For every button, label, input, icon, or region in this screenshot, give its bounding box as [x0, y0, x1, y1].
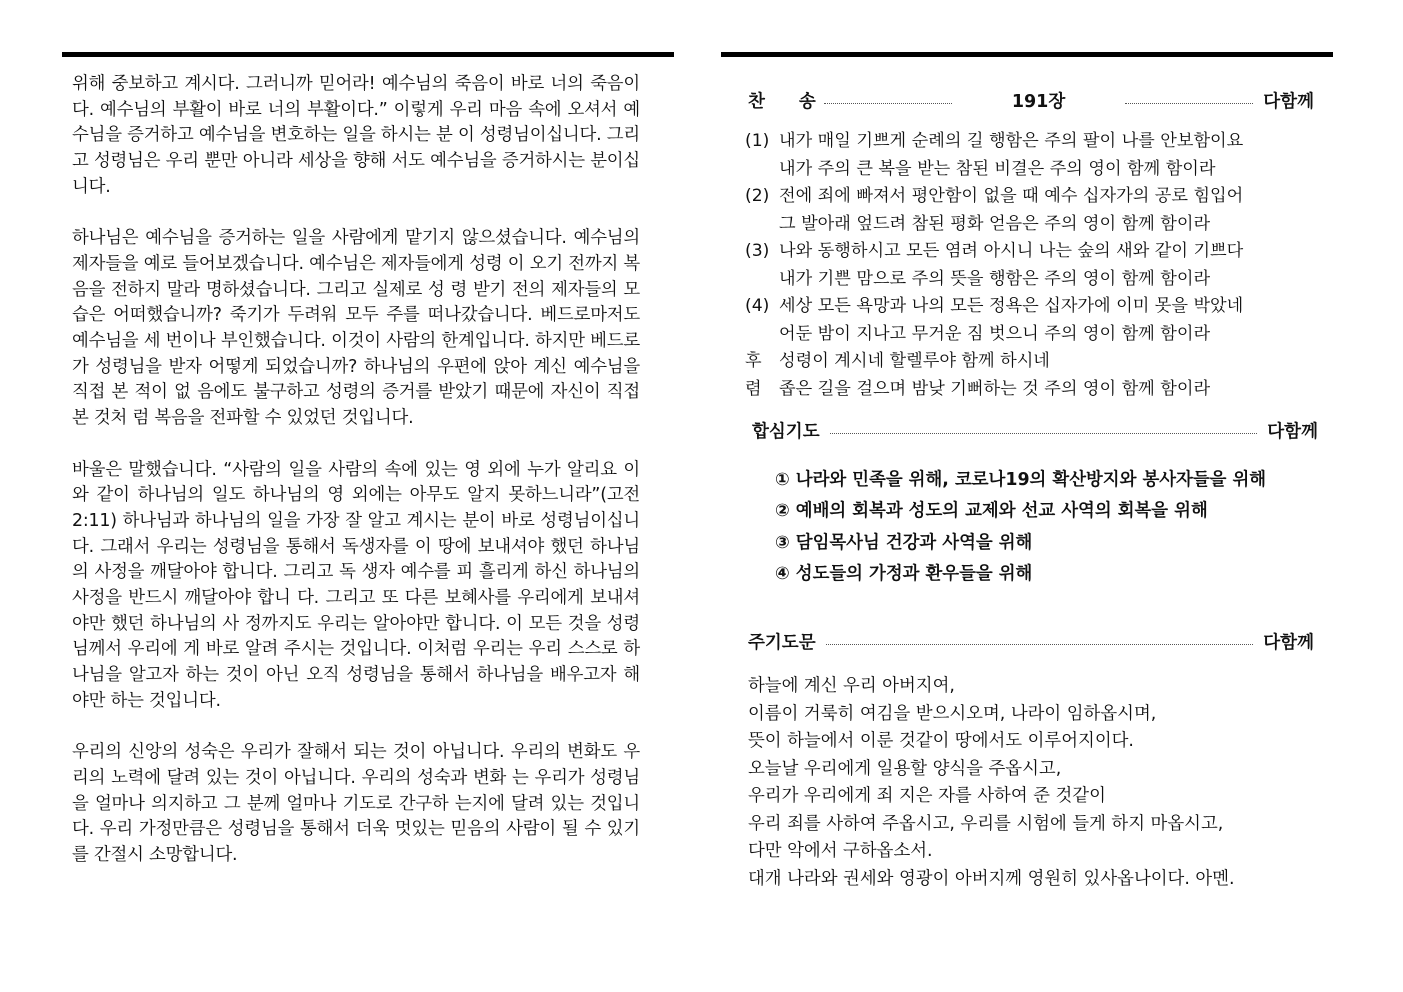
- text-line: 서도 예수님을 증거하시는 분이십니다.: [72, 151, 640, 197]
- text-line: 는 우리가 성령님을 얼마나 의지하고 그 분께 얼마나 기도로 간구하: [72, 767, 641, 814]
- text-line: 죽음이다. 예수님의 부활이 바로 너의 부활이다.” 이렇게 우리 마음: [72, 74, 640, 120]
- top-rule-right: [721, 52, 1333, 57]
- text-line: 이 오기 전까지 복음을 전하지 말라 명하셨습니다. 그리고 실제로 성: [72, 253, 641, 300]
- lords-prayer-header: [748, 629, 1314, 654]
- verse-number: (1): [745, 131, 770, 151]
- verse-line: 어둔 밤이 지나고 무거운 짐 벗으니 주의 영이 함께 함이라: [779, 323, 1211, 344]
- hymn-verse-2: [745, 183, 1320, 238]
- verse-line: 그 발아래 엎드려 참된 평화 얻음은 주의 영이 함께 함이라: [779, 213, 1211, 234]
- prayer-line: 하늘에 계신 우리 아버지여,: [748, 676, 955, 696]
- dotted-leader: [1125, 103, 1253, 104]
- refrain-line: 성령이 계시네 할렐루야 함께 하시네: [779, 351, 1050, 371]
- prayer-item: ② 예배의 회복과 성도의 교제와 선교 사역의 회복을 위해: [775, 501, 1208, 522]
- hymn-verse-4: [745, 293, 1320, 348]
- text-line: 예수님의 제자들을 예로 들어보겠습니다. 예수님은 제자들에게 성령: [72, 228, 641, 274]
- text-line: 변화도 우리의 노력에 달려 있는 것이 아닙니다. 우리의 성숙과 변화: [72, 742, 640, 788]
- prayer-item: ① 나라와 민족을 위해, 코로나19의 확산방지와 봉사자들을 위해: [775, 470, 1267, 490]
- prayer-line: 뜻이 하늘에서 이룬 것같이 땅에서도 이루어지이다.: [748, 731, 1134, 751]
- verse-line: 내가 기쁜 맘으로 주의 뜻을 행함은 주의 영이 함께 함이라: [779, 268, 1211, 289]
- text-line: 는지에 달려 있는 것입니다. 우리 가정만큼은 성령님을 통해서 더욱: [72, 793, 641, 840]
- text-line: 되었습니까? 하나님의 우편에 앉아 계신 예수님을 직접 본 적이 없: [72, 356, 640, 403]
- prayer-line: 이름이 거룩히 여김을 받으시오며, 나라이 임하옵시며,: [748, 703, 1157, 724]
- hymn-header: [748, 88, 1314, 113]
- top-rule-left: [62, 52, 674, 57]
- hymn-refrain: [745, 348, 1320, 403]
- hymn-label-1: 찬: [748, 92, 765, 112]
- text-line: 속에 오셔서 예수님을 증거하고 예수님을 변호하는 일을 하시는 분: [72, 99, 640, 146]
- verse-number: (2): [745, 186, 770, 206]
- verse-line: 전에 죄에 빠져서 평안함이 없을 때 예수 십자가의 공로 힘입어: [779, 186, 1244, 206]
- text-line: 하나님은 예수님을 증거하는 일을 사람에게 맡기지 않으셨습니다.: [72, 228, 567, 249]
- dotted-leader: [824, 103, 952, 104]
- refrain-label: 후: [745, 351, 762, 371]
- text-line: 알고자 하는 것이 아닌 오직 성령님을 통해서 하나님을 배우고자 해: [128, 665, 640, 686]
- text-line: 야만 하는 것입니다.: [72, 690, 221, 711]
- hymn-verses: [745, 128, 1320, 403]
- prayer-who: 다함께: [1267, 422, 1318, 442]
- text-line: 이것이 사람의 한계입니다. 하지만 베드로가 성령님을 받자 어떻게: [72, 331, 640, 377]
- hymn-label-2: 송: [798, 92, 816, 112]
- prayer-item: ③ 담임목사님 건강과 사역을 위해: [775, 532, 1033, 553]
- text-line: 생자 예수를 피 흘리게 하신 하나님의 사정을 반드시 깨달아야 합니: [72, 562, 640, 609]
- dotted-leader: [830, 433, 1258, 434]
- lords-prayer-label: 주기도문: [748, 633, 816, 653]
- text-line: 멋있는 믿음의 사람이 될 수 있기를 간절시 소망합니다.: [72, 819, 641, 866]
- sermon-paragraph-3: [72, 458, 640, 715]
- text-line: 주를 떠나갔습니다. 베드로마저도 예수님을 세 번이나 부인했습니다.: [72, 305, 640, 352]
- lords-prayer-text: [748, 673, 1235, 893]
- prayer-line: 오늘날 우리에게 일용할 양식을 주옵시고,: [748, 758, 1062, 779]
- prayer-header: [752, 418, 1318, 443]
- text-line: 우리의 신앙의 성숙은 우리가 잘해서 되는 것이 아닙니다. 우리의: [72, 742, 561, 763]
- verse-line: 세상 모든 욕망과 나의 모든 정욕은 십자가에 이미 못을 박았네: [779, 296, 1244, 316]
- refrain-line: 좁은 길을 걸으며 밤낮 기뻐하는 것 주의 영이 함께 함이라: [779, 378, 1211, 399]
- prayer-label: 합심기도: [752, 422, 820, 442]
- text-line: 이 성령님이십니다. 그리고 성령님은 우리 뿐만 아니라 세상을 향해: [72, 125, 640, 172]
- text-line: 게 바로 알려 주시는 것입니다. 이처럼 우리는 우리 스스로 하나님을: [72, 639, 641, 686]
- hymn-verse-1: [745, 128, 1320, 183]
- verse-line: 내가 매일 기쁘게 순례의 길 행함은 주의 팔이 나를 안보함이요: [779, 131, 1244, 151]
- text-line: 음에도 불구하고 성령의 증거를 받았기 때문에 자신이 직접 본 것처: [72, 382, 640, 429]
- verse-number: (3): [745, 241, 770, 261]
- text-line: 령 받기 전의 제자들의 모습은 어떠했습니까? 죽기가 두려워 모두: [72, 279, 640, 326]
- text-line: 분이 바로 성령님이십니다. 그래서 우리는 성령님을 통해서 독생자를: [72, 510, 640, 557]
- text-line: 럼 복음을 전파할 수 있었던 것입니다.: [132, 408, 414, 429]
- prayer-item: ④ 성도들의 가정과 환우들을 위해: [775, 563, 1033, 584]
- text-line: 위해 중보하고 계시다. 그러니까 믿어라! 예수님의 죽음이 바로 너의: [72, 74, 584, 94]
- text-line: 이 땅에 보내셔야 했던 하나님의 사정을 깨달아야 합니다. 그리고 독: [72, 536, 640, 583]
- verse-line: 나와 동행하시고 모든 염려 아시니 나는 숲의 새와 같이 기쁘다: [779, 241, 1244, 261]
- prayer-line: 대개 나라와 권세와 영광이 아버지께 영원히 있사옵나이다. 아멘.: [748, 868, 1235, 889]
- verse-line: 내가 주의 큰 복을 받는 참된 비결은 주의 영이 함께 함이라: [779, 158, 1216, 179]
- prayer-line: 우리가 우리에게 죄 지은 자를 사하여 준 것같이: [748, 786, 1106, 806]
- verse-number: (4): [745, 296, 770, 316]
- sermon-paragraph-4: [72, 740, 640, 869]
- prayer-line: 다만 악에서 구하옵소서.: [748, 841, 933, 861]
- text-line: 다. 그리고 또 다른 보혜사를 우리에게 보내셔야만 했던 하나님의 사: [72, 588, 640, 634]
- sermon-text: [72, 72, 640, 869]
- hymn-who: 다함께: [1263, 92, 1314, 112]
- refrain-label: 렴: [745, 378, 762, 399]
- text-line: 바울은 말했습니다. “사람의 일을 사람의 속에 있는 영 외에 누가: [72, 459, 561, 480]
- prayer-list: [775, 465, 1266, 590]
- text-line: 못하느니라”(고전2:11) 하나님과 하나님의 일을 가장 잘 알고 계시는: [72, 485, 641, 531]
- dotted-leader: [826, 644, 1254, 645]
- text-line: 정까지도 우리는 알아야만 합니다. 이 모든 것을 성령님께서 우리에: [72, 613, 641, 660]
- sermon-paragraph-2: [72, 226, 640, 432]
- sermon-paragraph-1: [72, 72, 640, 201]
- hymn-number: 191장: [1011, 92, 1066, 112]
- hymn-verse-3: [745, 238, 1320, 293]
- text-line: 알리요 이와 같이 하나님의 일도 하나님의 영 외에는 아무도 알지: [72, 459, 641, 506]
- prayer-line: 우리 죄를 사하여 주옵시고, 우리를 시험에 들게 하지 마옵시고,: [748, 813, 1224, 834]
- lords-prayer-who: 다함께: [1263, 633, 1314, 653]
